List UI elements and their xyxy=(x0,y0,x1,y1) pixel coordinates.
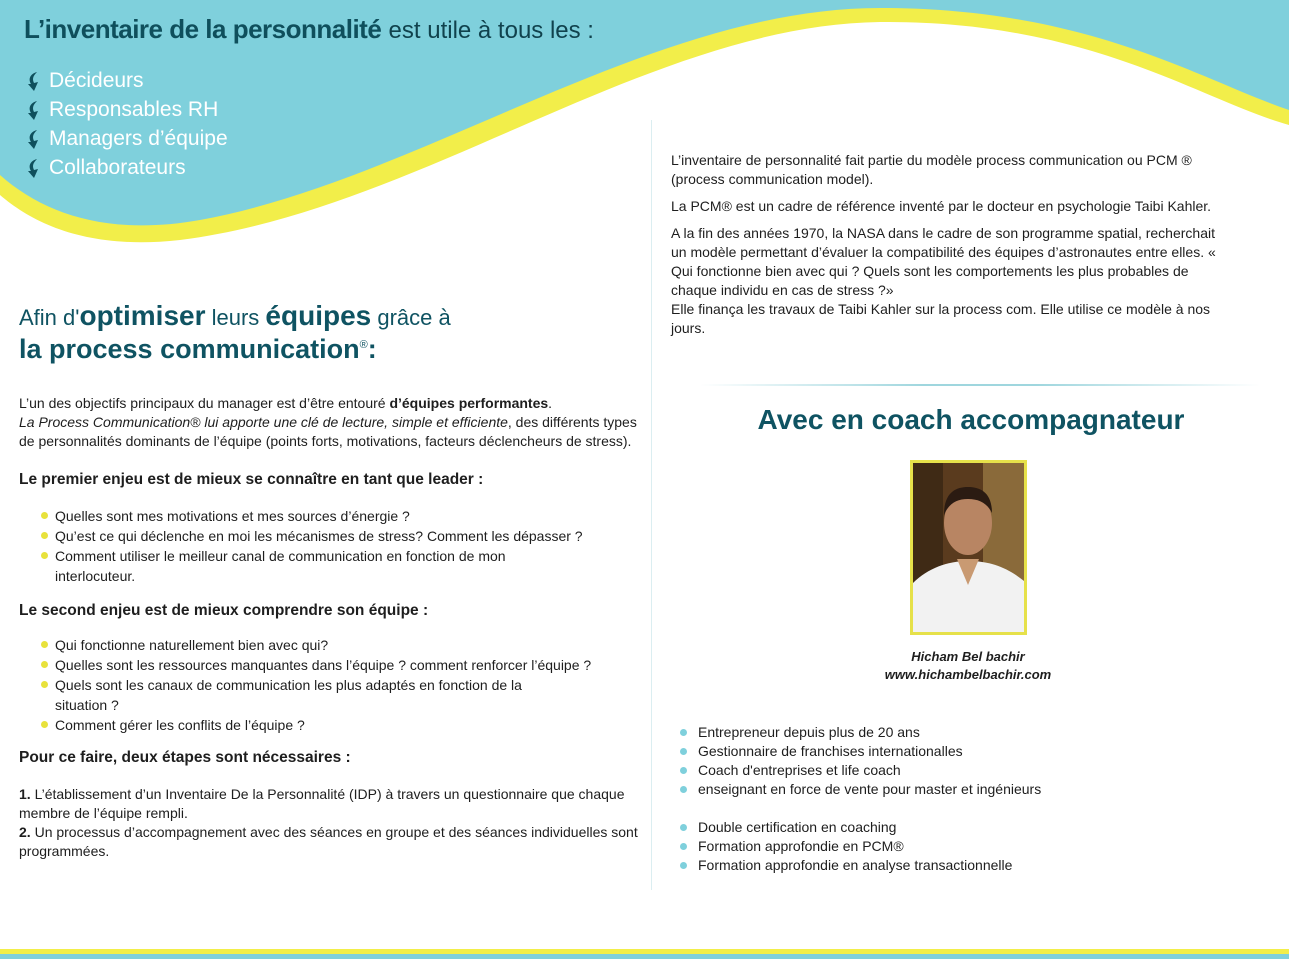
section-divider xyxy=(700,384,1260,386)
audience-label: Responsables RH xyxy=(49,97,219,121)
curved-arrow-icon xyxy=(22,70,46,92)
etapes-text: 1. L’établissement d’un Inventaire De la Personnalité (IDP) à travers un questionnaire que chaque membre de l’équipe rempli. 2. Un processus d’accompagnement avec des séances en groupe et des séances individuelles sont programmées. xyxy=(19,786,638,859)
heading-word: leurs xyxy=(205,305,266,330)
audience-item xyxy=(22,124,228,153)
list-item: Comment gérer les conflits de l’équipe ? xyxy=(19,715,639,735)
coach-photo xyxy=(910,460,1027,635)
header-title xyxy=(24,14,594,45)
curved-arrow-icon xyxy=(22,128,46,150)
list-item: enseignant en force de vente pour master et ingénieurs xyxy=(674,780,1234,799)
intro-paragraph: L’un des objectifs principaux du manager est d’être entouré d’équipes performantes. La Process Communication® lui apporte une clé de lecture, simple et efficiente, des différents types de personnalités dominants de l’équipe (points forts, motivations, facteurs déclencheurs de stress). xyxy=(19,395,637,449)
list-item: Quelles sont mes motivations et mes sources d’énergie ? xyxy=(19,506,639,526)
audience-item xyxy=(22,95,228,124)
audience-item xyxy=(22,66,228,95)
heading-line2: la process communication xyxy=(19,334,360,364)
paragraph: La PCM® est un cadre de référence inventé par le docteur en psychologie Taibi Kahler. xyxy=(671,198,1212,214)
bottom-stripe xyxy=(0,949,1289,959)
list-item: Double certification en coaching xyxy=(674,818,1234,837)
list-item: Qui fonctionne naturellement bien avec qui? xyxy=(19,635,639,655)
section-heading xyxy=(19,300,619,365)
header-title-bold: L’inventaire de la personnalité xyxy=(24,14,382,44)
enjeu2-title: Le second enjeu est de mieux comprendre son équipe : xyxy=(19,602,429,619)
enjeu1-title: Le premier enjeu est de mieux se connaître en tant que leader : xyxy=(19,471,484,488)
list-item: Formation approfondie en analyse transactionnelle xyxy=(674,856,1234,875)
column-divider xyxy=(651,120,652,890)
coach-website[interactable]: www.hichambelbachir.com xyxy=(884,667,1052,682)
coach-portrait-icon xyxy=(913,463,1024,632)
etapes-title: Pour ce faire, deux étapes sont nécessaires : xyxy=(19,749,351,766)
registered-mark: ® xyxy=(359,339,368,351)
list-item: Entrepreneur depuis plus de 20 ans xyxy=(674,723,1234,742)
curved-arrow-icon xyxy=(22,157,46,179)
list-item: Formation approfondie en PCM® xyxy=(674,837,1234,856)
pcm-description xyxy=(671,151,1231,346)
list-item: Comment utiliser le meilleur canal de communication en fonction de mon interlocuteur. xyxy=(19,546,575,586)
list-item: Qu’est ce qui déclenche en moi les mécanismes de stress? Comment les dépasser ? xyxy=(19,526,639,546)
coach-title: Avec en coach accompagnateur xyxy=(757,404,1185,435)
enjeu2-list xyxy=(19,635,639,735)
enjeu1-list xyxy=(19,506,639,586)
list-item: Quels sont les canaux de communication les plus adaptés en fonction de la situation ? xyxy=(19,675,565,715)
heading-word-bold: équipes xyxy=(265,300,372,331)
bio-list-1 xyxy=(674,723,1234,799)
bio-list-2 xyxy=(674,818,1234,875)
list-item: Coach d'entreprises et life coach xyxy=(674,761,1234,780)
audience-label: Managers d’équipe xyxy=(49,126,228,150)
paragraph: L’inventaire de personnalité fait partie du modèle process communication ou PCM ® (process communication model). xyxy=(671,152,1192,187)
heading-word: Afin d' xyxy=(19,305,80,330)
list-item: Quelles sont les ressources manquantes dans l’équipe ? comment renforcer l’équipe ? xyxy=(19,655,639,675)
curved-arrow-icon xyxy=(22,99,46,121)
heading-word: grâce à xyxy=(371,305,451,330)
audience-label: Décideurs xyxy=(49,68,144,92)
audience-list xyxy=(22,66,228,182)
paragraph: Elle finança les travaux de Taibi Kahler sur la process com. Elle utilise ce modèle à nos jours. xyxy=(671,301,1211,336)
heading-word-bold: optimiser xyxy=(79,300,206,331)
list-item: Gestionnaire de franchises internationalles xyxy=(674,742,1234,761)
coach-name: Hicham Bel bachir xyxy=(911,649,1025,664)
header-title-rest: est utile à tous les : xyxy=(388,17,594,44)
coach-caption xyxy=(820,648,1116,684)
audience-label: Collaborateurs xyxy=(49,155,186,179)
left-content xyxy=(19,394,639,861)
heading-colon: : xyxy=(367,334,377,364)
audience-item xyxy=(22,153,228,182)
paragraph: A la fin des années 1970, la NASA dans le cadre de son programme spatial, recherchait un modèle permettant d’évaluer la compatibilité des équipes d’astronautes entre elles. « Qui fonctionne bien avec qui ? Quels sont les comportements les plus probables de chaque individu en cas de stress ?» xyxy=(671,225,1216,298)
